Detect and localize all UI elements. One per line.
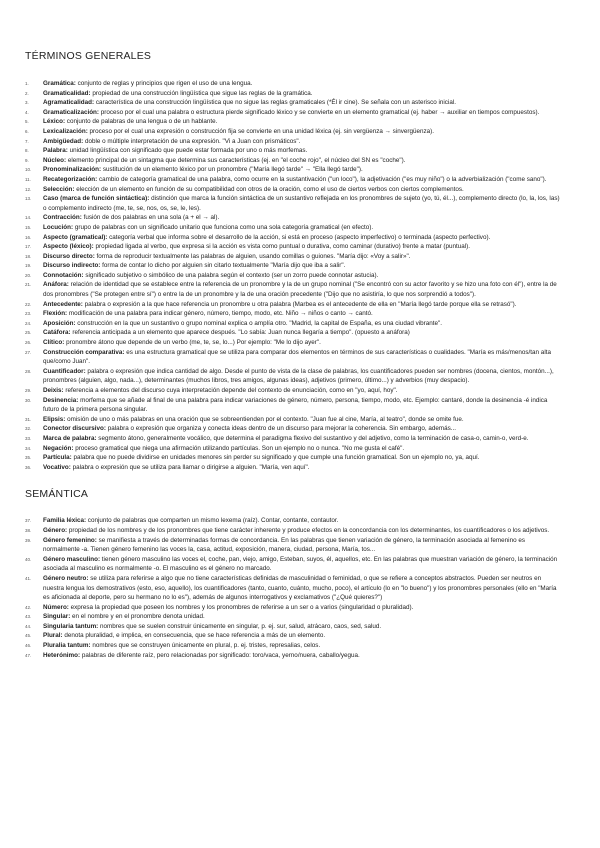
glossary-entry	[25, 261, 560, 271]
entry-definition: significado subjetivo o simbólico de una palabra según el contexto (ser un zorro puede connotar astucia).	[83, 271, 379, 279]
glossary-entry	[25, 280, 560, 299]
entry-term: Número:	[43, 603, 69, 611]
entry-number: 20.	[25, 272, 32, 278]
entry-term: Antecedente:	[43, 300, 83, 308]
entry-number: 15.	[25, 224, 32, 230]
glossary-entry	[25, 367, 560, 386]
glossary-entry	[25, 300, 560, 310]
entry-term: Ambigüedad:	[43, 137, 84, 145]
entry-definition: fusión de dos palabras en una sola (a + el → al).	[81, 214, 220, 222]
entry-number: 6.	[25, 128, 29, 134]
entry-term: Género femenino:	[43, 536, 97, 544]
glossary-entry	[25, 79, 560, 89]
entry-term: Discurso indirecto:	[43, 262, 101, 270]
entry-definition: palabra o expresión que organiza y conecta ideas dentro de un discurso para mejorar la coherencia. Sin embargo, además...	[105, 425, 457, 433]
entry-number: 33.	[25, 435, 32, 441]
entry-term: Pluralia tantum:	[43, 642, 91, 650]
entry-definition: palabras de diferente raíz, pero relacionadas por significado: toro/vaca, yerno/nuera, caballo/yegua.	[80, 651, 360, 659]
entry-definition: referencia a elementos del discurso cuya interpretación depende del contexto de enunciación, como en "yo, aquí, hoy".	[63, 387, 398, 394]
glossary-entry	[25, 536, 560, 555]
entry-term: Plural:	[43, 632, 63, 640]
entry-term: Singularia tantum:	[43, 622, 99, 630]
entry-definition: propiedad de una construcción lingüística que sigue las reglas de la gramática.	[90, 89, 313, 97]
entry-term: Gramaticalización:	[43, 108, 99, 116]
entry-number: 28.	[25, 368, 32, 374]
entry-number: 4.	[25, 109, 29, 115]
entry-definition: forma de contar lo dicho por alguien sin citarlo textualmente "María dijo que iba a salir".	[100, 262, 346, 270]
glossary-entry	[25, 415, 560, 425]
entry-number: 5.	[25, 119, 29, 125]
entry-term: Anáfora:	[43, 281, 69, 289]
entry-term: Contracción:	[43, 214, 82, 222]
entry-definition: nombres que se construyen únicamente en plural, p. ej. tristes, represalias, celos.	[90, 642, 321, 650]
entry-definition: palabra o expresión a la que hace referencia un pronombre u otra palabra (Marbea es el antecedente de ella en "María llegó tarde porque ella se retrasó").	[82, 300, 517, 308]
glossary-entry	[25, 348, 560, 367]
entry-term: Deixis:	[43, 387, 64, 394]
entry-term: Cuantificador:	[43, 367, 86, 375]
entry-term: Partícula:	[43, 454, 72, 462]
glossary-entry	[25, 146, 560, 156]
glossary-entry	[25, 516, 560, 526]
entry-term: Connotación:	[43, 271, 84, 279]
entry-term: Género:	[43, 526, 68, 534]
entry-definition: elección de un elemento en función de su compatibilidad con otros de la oración, como el uso de ciertos verbos con ciertos complementos.	[74, 185, 464, 193]
entry-definition: cambio de categoría gramatical de una palabra, como ocurre en la sustantivación ("un loco"), la adjetivación ("es muy niño") o la adverbialización ("come sano").	[97, 175, 547, 183]
entry-term: Selección:	[43, 185, 75, 193]
entry-number: 16.	[25, 234, 32, 240]
entry-term: Discurso directo:	[43, 252, 95, 260]
glossary-entry	[25, 319, 560, 329]
entry-definition: doble o múltiple interpretación de una expresión. "Vi a Juan con prismáticos".	[83, 137, 301, 145]
entry-number: 32.	[25, 426, 32, 432]
glossary-entry	[25, 223, 560, 233]
entry-term: Singular:	[43, 613, 71, 621]
glossary-entry	[25, 434, 560, 444]
entry-definition: referencia anticipada a un elemento que aparece después. "Lo sabía: Juan nunca llegaría a tiempo". (opuesto a anáfora)	[70, 329, 410, 337]
section-title-general: TÉRMINOS GENERALES	[25, 50, 152, 62]
glossary-list-semantics	[25, 516, 560, 660]
entry-definition: conjunto de palabras que comparten un mismo lexema (raíz). Contar, contante, contautor.	[86, 517, 339, 525]
entry-number: 26.	[25, 340, 32, 346]
entry-term: Gramática:	[43, 80, 76, 87]
glossary-entry	[25, 338, 560, 348]
entry-term: Clítico:	[43, 339, 65, 347]
entry-definition: se manifiesta a través de determinadas formas de concordancia. En las palabras que tienen variación de género, la terminación asociada al femenino es normalmente -a. Tienen género femenino las voces la, casa, actitud, exposición, manera, ciudad, persona, María, tos...	[43, 536, 525, 554]
glossary-entry	[25, 603, 560, 613]
entry-term: Aspecto (gramatical):	[43, 233, 108, 241]
entry-number: 37.	[25, 518, 32, 524]
entry-definition: característica de una construcción lingüística que no sigue las reglas gramaticales (*Él ir cine). Se señala con un asterisco inicial.	[94, 99, 456, 107]
entry-definition: nombres que se suelen construir únicamente en singular, p. ej. sur, salud, atrácaro, caos, sed, salud.	[98, 622, 382, 630]
entry-number: 19.	[25, 263, 32, 269]
entry-definition: palabra o expresión que se utiliza para llamar o dirigirse a alguien. "María, ven aquí".	[70, 463, 310, 471]
entry-definition: segmento átono, generalmente vocálico, que determina el paradigma flexivo del sustantivo y del adjetivo, como la terminación de casa-o, camin-o, verd-e.	[96, 434, 529, 442]
glossary-entry	[25, 156, 560, 166]
entry-number: 18.	[25, 253, 32, 259]
entry-definition: omisión de uno o más palabras en una oración que se sobreentienden por el contexto. "Juan fue al cine, María, al teatro", donde se omite fue.	[65, 415, 464, 423]
entry-number: 41.	[25, 575, 32, 581]
glossary-entry	[25, 165, 560, 175]
glossary-entry	[25, 213, 560, 223]
entry-number: 31.	[25, 416, 32, 422]
entry-definition: sustitución de un elemento léxico por un pronombre ("María llegó tarde" → "Ella llegó tarde").	[101, 166, 363, 174]
glossary-entry	[25, 271, 560, 281]
glossary-entry	[25, 89, 560, 99]
entry-definition: propiedad ligada al verbo, que expresa si la acción es vista como puntual o durativa, como caminar (durativo) frente a matar (puntual).	[93, 243, 471, 251]
entry-term: Desinencia:	[43, 396, 79, 404]
entry-number: 47.	[25, 652, 32, 658]
entry-number: 43.	[25, 614, 32, 620]
entry-number: 42.	[25, 604, 32, 610]
entry-number: 9.	[25, 157, 29, 163]
glossary-entry	[25, 612, 560, 622]
entry-number: 3.	[25, 100, 29, 106]
glossary-entry	[25, 463, 560, 473]
entry-definition: distinción que marca la función sintáctica de un sustantivo reflejada en los pronombres de sujeto (yo, tú, él...), complemento directo (lo, la, los, las) o complemento indirecto (me, te, se, nos, os, se, le, les).	[43, 195, 560, 212]
entry-number: 8.	[25, 148, 29, 154]
entry-number: 30.	[25, 397, 32, 403]
entry-definition: grupo de palabras con un significado unitario que funciona como una sola categoría gramatical (en efecto).	[73, 223, 374, 231]
glossary-entry	[25, 574, 560, 603]
entry-number: 22.	[25, 301, 32, 307]
entry-definition: morfema que se añade al final de una palabra para indicar variaciones de género, número, persona, tiempo, modo, etc. Ejemplo: cantaré, donde la desinencia -é indica futuro de la primera persona singular.	[43, 396, 548, 414]
entry-number: 46.	[25, 643, 32, 649]
glossary-entry	[25, 137, 560, 147]
glossary-entry	[25, 185, 560, 195]
entry-term: Agramaticalidad:	[43, 99, 95, 107]
glossary-entry	[25, 175, 560, 185]
entry-definition: construcción en la que un sustantivo o grupo nominal explica o amplía otro. "Madrid, la capital de España, es una ciudad vibrante".	[75, 319, 442, 327]
entry-number: 11.	[25, 176, 31, 182]
entry-term: Aspecto (léxico):	[43, 243, 94, 251]
glossary-entry	[25, 424, 560, 434]
entry-definition: modificación de una palabra para indicar género, número, tiempo, modo, etc. Niño → niños o canto → cantó.	[67, 310, 373, 318]
entry-number: 39.	[25, 537, 32, 543]
entry-number: 34.	[25, 445, 32, 451]
entry-number: 2.	[25, 90, 29, 96]
glossary-entry	[25, 233, 560, 243]
entry-term: Caso (marca de función sintáctica):	[43, 195, 150, 203]
entry-number: 45.	[25, 633, 32, 639]
entry-number: 40.	[25, 556, 32, 562]
entry-definition: propiedad de los nombres y de los pronombres que tiene carácter inherente y produce efectos en la concordancia con los determinantes, los cuantificadores o los adjetivos.	[67, 526, 550, 534]
glossary-list-general	[25, 79, 560, 472]
entry-term: Pronominalización:	[43, 166, 102, 174]
entry-definition: en el nombre y en el pronombre denota unidad.	[70, 613, 205, 621]
entry-number: 17.	[25, 244, 32, 250]
glossary-entry	[25, 252, 560, 262]
entry-term: Negación:	[43, 444, 74, 452]
entry-term: Vocativo:	[43, 463, 71, 471]
entry-number: 12.	[25, 186, 32, 192]
entry-term: Género masculino:	[43, 555, 101, 563]
glossary-entry	[25, 631, 560, 641]
glossary-entry	[25, 328, 560, 338]
entry-definition: es una estructura gramatical que se utiliza para comparar dos elementos en términos de sus características o cualidades. "María es más/menos/tan alta que/como Juan".	[43, 348, 551, 366]
entry-definition: pronombre átono que depende de un verbo (me, te, se, lo...) Por ejemplo: "Me lo dijo ayer".	[64, 339, 321, 347]
glossary-entry	[25, 641, 560, 651]
entry-number: 27.	[25, 349, 32, 355]
entry-number: 38.	[25, 527, 32, 533]
section-title-semantics: SEMÁNTICA	[25, 488, 89, 501]
glossary-entry	[25, 242, 560, 252]
entry-number: 24.	[25, 320, 32, 326]
entry-term: Flexión:	[43, 310, 68, 318]
entry-term: Catáfora:	[43, 329, 71, 337]
entry-definition: proceso por el cual una palabra o estructura pierde significado léxico y se convierte en un elemento gramatical (ej. haber → auxiliar en tiempos compuestos).	[99, 108, 540, 116]
glossary-entry	[25, 622, 560, 632]
entry-definition: tienen género masculino las voces el, coche, pan, viejo, amigo, Esteban, suyos, él, aquellos, etc. En las palabras que muestran variación de género, la terminación asociada al masculino es normalmente -o. El masculino es el género no marcado.	[43, 555, 558, 573]
glossary-entry	[25, 309, 560, 319]
entry-term: Género neutro:	[43, 574, 89, 582]
glossary-entry	[25, 453, 560, 463]
glossary-entry	[25, 108, 560, 118]
entry-term: Lexicalización:	[43, 127, 88, 135]
entry-term: Conector discursivo:	[43, 425, 106, 433]
entry-definition: se utiliza para referirse a algo que no tiene características definidas de masculinidad o feminidad, o que se refiere a conceptos abstractos. Pueden ser neutros en nuestra lengua los demostrativos (esto, eso, aquello), los cuantificadores (tanto, cuanto, cuánto, mucho, poco), el artículo (lo en "lo bueno") y los pronombres personales (ello en "María es aficionada al deporte, pero su hermano no lo es"), además de algunos interrogativos y exclamativos ("¿Qué quieres?")	[43, 574, 557, 602]
entry-number: 23.	[25, 311, 32, 317]
glossary-entry	[25, 526, 560, 536]
glossary-entry	[25, 555, 560, 574]
entry-term: Aposición:	[43, 319, 76, 327]
entry-number: 21.	[25, 282, 32, 288]
entry-definition: unidad lingüística con significado que puede estar formada por uno o más morfemas.	[67, 147, 308, 155]
glossary-entry	[25, 396, 560, 415]
glossary-entry	[25, 127, 560, 137]
glossary-entry	[25, 386, 560, 396]
glossary-entry	[25, 98, 560, 108]
entry-term: Núcleo:	[43, 156, 67, 164]
entry-number: 36.	[25, 464, 32, 470]
entry-number: 13.	[25, 196, 32, 202]
entry-definition: conjunto de palabras de una lengua o de un hablante.	[65, 118, 218, 126]
entry-number: 35.	[25, 455, 32, 461]
entry-number: 29.	[25, 388, 32, 393]
entry-term: Marca de palabra:	[43, 434, 97, 442]
entry-definition: elemento principal de un sintagma que determina sus características (ej. en "el coche rojo", el núcleo del SN es "coche").	[66, 156, 406, 164]
entry-definition: palabra que no puede dividirse en unidades menores sin perder su significado y que cumple una función gramatical. Son un ejemplo no, ya, aquí.	[71, 454, 480, 462]
entry-definition: categoría verbal que informa sobre el desarrollo de la acción, si está en proceso (aspecto imperfectivo) o terminada (aspecto perfectivo).	[107, 233, 491, 241]
glossary-entry	[25, 117, 560, 127]
entry-definition: expresa la propiedad que poseen los nombres y los pronombres de referirse a un ser o a varios (singularidad o pluralidad).	[68, 603, 414, 611]
entry-term: Construcción comparativa:	[43, 348, 125, 356]
entry-term: Gramaticalidad:	[43, 89, 91, 97]
entry-number: 10.	[25, 167, 32, 173]
entry-definition: proceso por el cual una expresión o construcción fija se convierte en una unidad léxica (ej. sin vergüenza → sinvergüenza).	[87, 127, 434, 135]
glossary-entry	[25, 444, 560, 454]
entry-definition: palabra o expresión que indica cantidad de algo. Desde el punto de vista de la clase de palabras, los cuantificadores pueden ser nombres (docena, cientos, montón...), pronombres (alguien, algo, nada...), determinantes (muchos libros, tres amigos, algunas ideas), adjetivos (primero, último...) y adverbios (muy despacio).	[43, 367, 554, 385]
entry-number: 44.	[25, 623, 32, 629]
entry-term: Familia léxica:	[43, 517, 87, 525]
entry-number: 7.	[25, 138, 29, 144]
entry-term: Locución:	[43, 223, 74, 231]
entry-definition: relación de identidad que se establece entre la referencia de un pronombre y la de un grupo nominal ("Se encontró con su actor favorito y se hizo una foto con él"), entre la de dos pronombres ("Se protegen entre sí") o entre la de un pronombre y la de una oración precedente ("Dijo que no asistiría, lo que nos sorprendió a todos").	[43, 281, 557, 299]
entry-number: 25.	[25, 330, 32, 336]
entry-term: Recategorización:	[43, 175, 98, 183]
entry-term: Heterónimo:	[43, 651, 81, 659]
entry-term: Elipsis:	[43, 415, 66, 423]
entry-definition: proceso gramatical que niega una afirmación utilizando partículas. Son un ejemplo no o nunca. "No me gusta el café".	[73, 444, 405, 452]
entry-definition: denota pluralidad, e implica, en consecuencia, que se hace referencia a más de un elemento.	[62, 632, 326, 640]
glossary-entry	[25, 651, 560, 661]
entry-definition: conjunto de reglas y principios que rigen el uso de una lengua.	[75, 80, 253, 87]
entry-term: Léxico:	[43, 118, 66, 126]
glossary-entry	[25, 194, 560, 213]
entry-term: Palabra:	[43, 147, 68, 155]
entry-number: 14.	[25, 215, 32, 221]
entry-definition: forma de reproducir textualmente las palabras de alguien, usando comillas o guiones. "María dijo: «Voy a salir»".	[94, 252, 411, 260]
entry-number: 1.	[25, 81, 29, 86]
